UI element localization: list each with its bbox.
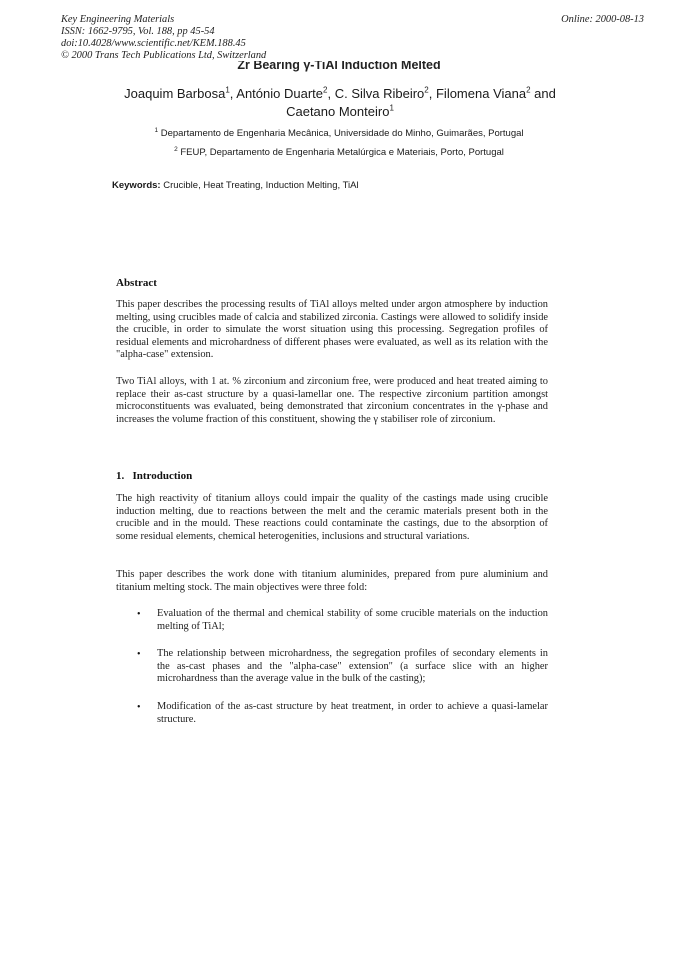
- abstract-paragraph-2: Two TiAl alloys, with 1 at. % zirconium and zirconium free, were produced and heat treated aiming to replace their as-cast structure by a quasi-lamellar one. The respective zirconium partition amongst microconstituents was evaluated, being demonstrated that zirconium concentrates in the γ-phase and increases the volume fraction of this constituent, showing the γ stabiliser role of zirconium.: [116, 376, 548, 425]
- author-separator: ,: [428, 86, 436, 101]
- online-date: Online: 2000-08-13: [561, 14, 644, 25]
- objective-item-3: Modification of the as-cast structure by heat treatment, in order to achieve a quasi-lamelar structure.: [157, 701, 548, 725]
- bullet-marker: •: [137, 649, 141, 660]
- abstract-heading: Abstract: [116, 277, 157, 289]
- author-separator: ,: [327, 86, 335, 101]
- introduction-heading: 1. Introduction: [116, 470, 193, 482]
- introduction-paragraph-1: The high reactivity of titanium alloys could impair the quality of the castings made using crucible induction melting, due to reactions between the melt and the ceramic materials present both in the crucible and in the mould. These reactions could contaminate the castings, due to the absorption of some residual elements, chemical heterogenities, inclusions and structural variations.: [116, 493, 548, 542]
- issn-line: ISSN: 1662-9795, Vol. 188, pp 45-54: [61, 26, 215, 37]
- author-name: António Duarte: [236, 86, 324, 101]
- affiliation-number: 2: [174, 145, 178, 153]
- objective-item-1: Evaluation of the thermal and chemical stability of some crucible materials on the induction melting of TiAl;: [157, 608, 548, 632]
- author-name: Filomena Viana: [435, 86, 527, 101]
- author-list: [90, 85, 590, 121]
- paper-title-fragment: [0, 61, 678, 72]
- author-affiliation-mark: 2: [526, 85, 531, 95]
- author-affiliation-mark: 2: [323, 85, 328, 95]
- doi-line: doi:10.4028/www.scientific.net/KEM.188.45: [61, 38, 246, 49]
- affiliation-text: FEUP, Departamento de Engenharia Metalúrgica e Materiais, Porto, Portugal: [180, 147, 504, 158]
- affiliation-number: 1: [154, 126, 159, 134]
- keywords-line: [112, 180, 359, 191]
- introduction-paragraph-2: This paper describes the work done with titanium aluminides, prepared from pure aluminium and titanium melting stock. The main objectives were three fold:: [116, 569, 548, 593]
- affiliation-1: [0, 128, 678, 139]
- bullet-marker: •: [137, 609, 141, 620]
- keywords-label: Keywords:: [112, 180, 161, 191]
- bullet-marker: •: [137, 702, 141, 713]
- author-separator: ,: [229, 86, 237, 101]
- abstract-paragraph-1: This paper describes the processing results of TiAl alloys melted under argon atmosphere by induction melting, using crucibles made of calcia and stabilized zirconia. Castings were allowed to solidify inside the crucible, in order to simulate the worst situation using this processing. Segregation profiles of residual elements and microhardness of different phases were evaluated, as well as its relation with the "alpha-case" extension.: [116, 299, 548, 361]
- author-name: Joaquim Barbosa: [124, 86, 226, 101]
- copyright-line: © 2000 Trans Tech Publications Ltd, Switzerland: [61, 50, 267, 61]
- paper-title-text: Zr Bearing γ-TiAl Induction Melted: [237, 61, 441, 72]
- author-affiliation-mark: 1: [389, 103, 394, 113]
- journal-header: [61, 14, 266, 62]
- affiliation-2: [0, 147, 678, 158]
- author-name: Caetano Monteiro: [286, 104, 390, 119]
- objective-item-2: The relationship between microhardness, the segregation profiles of secondary elements in the as-cast phases and the "alpha-case" extension" (a surface slice with an higher microhardness than the average value in the bulk of the casting);: [157, 648, 548, 685]
- keywords-text: Crucible, Heat Treating, Induction Melting, TiAl: [163, 180, 359, 191]
- author-name: C. Silva Ribeiro: [334, 86, 425, 101]
- journal-name: Key Engineering Materials: [61, 14, 175, 25]
- affiliation-text: Departamento de Engenharia Mecânica, Universidade do Minho, Guimarães, Portugal: [160, 128, 524, 139]
- author-affiliation-mark: 1: [225, 85, 230, 95]
- author-separator: and: [530, 86, 556, 101]
- author-affiliation-mark: 2: [424, 85, 429, 95]
